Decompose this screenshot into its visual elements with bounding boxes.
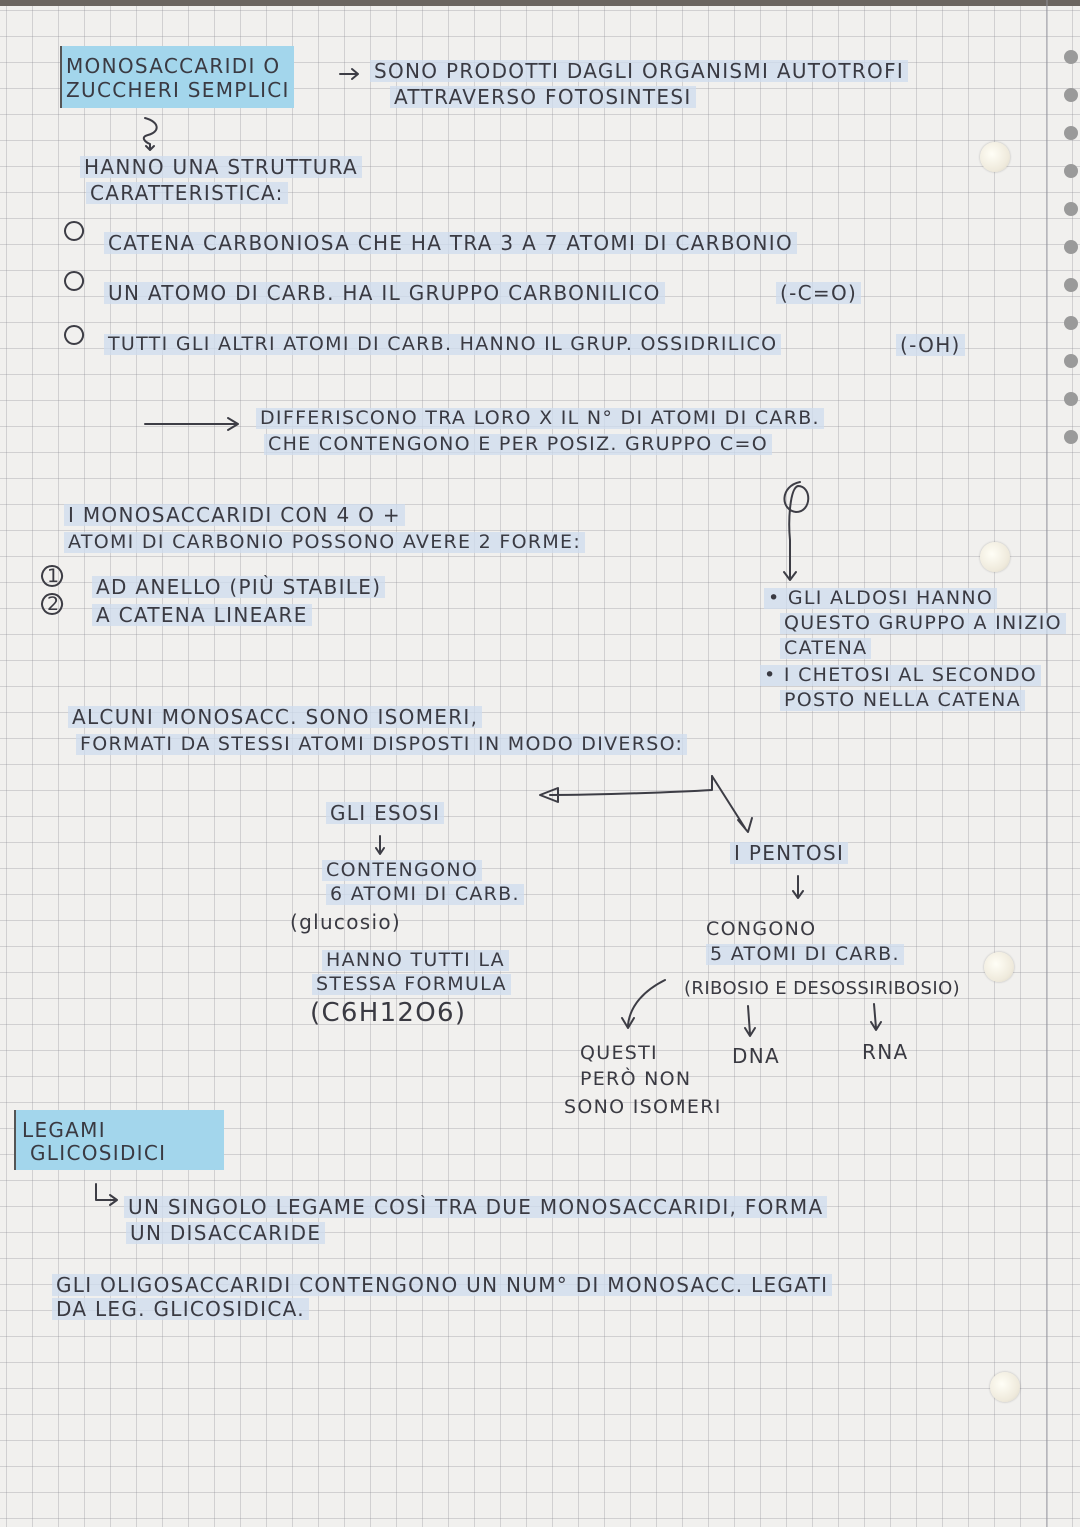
arrow-squiggle-down: [144, 118, 157, 150]
arrow-differences: [145, 418, 238, 430]
bond-text-line1: UN SINGOLO LEGAME COSÌ TRA DUE MONOSACCARIDI, FORMA: [124, 1196, 827, 1218]
aldosi-line2: QUESTO GRUPPO A INIZIO: [780, 613, 1066, 634]
arrow-pentosi-down: [793, 876, 803, 898]
pentosi-note-line3: SONO ISOMERI: [564, 1096, 722, 1118]
chetosi-line1: • I CHETOSI AL SECONDO: [760, 665, 1041, 686]
aldosi-line3: CATENA: [780, 638, 871, 659]
oligo-line1: GLI OLIGOSACCARIDI CONTENGONO UN NUM° DI MONOSACC. LEGATI: [52, 1274, 832, 1296]
differences-line2: CHE CONTENGONO E PER POSIZ. GRUPPO C=O: [264, 434, 772, 455]
arrow-to-esosi: [540, 776, 712, 802]
arrow-to-rna: [871, 1004, 881, 1030]
pentosi-examples: (RIBOSIO E DESOSSIRIBOSIO): [684, 978, 961, 999]
structure-heading-line2: CARATTERISTICA:: [86, 182, 288, 204]
structure-point-1: CATENA CARBONIOSA CHE HA TRA 3 A 7 ATOMI DI CARBONIO: [104, 232, 797, 254]
arrow-to-pentosi: [712, 776, 752, 832]
esosi-contain-line2: 6 ATOMI DI CARB.: [326, 884, 524, 905]
arrow-legami: [96, 1184, 117, 1205]
esosi-contain-line1: CONTENGONO: [322, 860, 482, 881]
intro-line2: ATTRAVERSO FOTOSINTESI: [390, 86, 696, 108]
intro-line1: SONO PRODOTTI DAGLI ORGANISMI AUTOTROFI: [370, 60, 908, 82]
arrow-loop-aldosi: [784, 482, 808, 580]
pentosi-contain-line1: CONGONO: [706, 918, 817, 940]
chetosi-line2: POSTO NELLA CATENA: [780, 690, 1025, 711]
bullet-circle: [65, 272, 83, 290]
formula-hydroxyl: (-OH): [896, 334, 965, 356]
arrow-intro: [340, 69, 358, 79]
pentosi-rna: RNA: [862, 1040, 909, 1064]
form-num-2: 2: [47, 593, 61, 615]
isomers-line2: FORMATI DA STESSI ATOMI DISPOSTI IN MODO DIVERSO:: [76, 734, 687, 755]
legami-line2: GLICOSIDICI: [30, 1141, 167, 1165]
forms-line1: I MONOSACCARIDI CON 4 O +: [64, 504, 405, 526]
form-num-1: 1: [47, 565, 61, 587]
structure-point-2: UN ATOMO DI CARB. HA IL GRUPPO CARBONILICO: [104, 282, 665, 304]
pentosi-note-line2: PERÒ NON: [580, 1068, 692, 1090]
legami-line1: LEGAMI: [22, 1118, 106, 1142]
oligo-line2: DA LEG. GLICOSIDICA.: [52, 1298, 309, 1320]
arrow-to-dna: [745, 1006, 755, 1036]
title-line2: ZUCCHERI SEMPLICI: [66, 78, 290, 102]
bullet-circle: [65, 326, 83, 344]
pentosi-title: I PENTOSI: [730, 842, 848, 864]
pentosi-dna: DNA: [732, 1044, 780, 1068]
form-item-1: AD ANELLO (PIÙ STABILE): [92, 576, 385, 598]
bond-text-line2: UN DISACCARIDE: [126, 1222, 325, 1244]
formula-carbonyl: (-C=O): [776, 282, 861, 304]
forms-line2: ATOMI DI CARBONIO POSSONO AVERE 2 FORME:: [64, 532, 585, 553]
arrow-esosi-down: [376, 836, 384, 854]
differences-line1: DIFFERISCONO TRA LORO X IL N° DI ATOMI DI CARB.: [256, 408, 824, 429]
esosi-formula: (C6H12O6): [310, 998, 467, 1028]
structure-heading-line1: HANNO UNA STRUTTURA: [80, 156, 362, 178]
pentosi-note-line1: QUESTI: [580, 1042, 658, 1064]
form-item-2: A CATENA LINEARE: [92, 604, 312, 626]
pentosi-contain-line2: 5 ATOMI DI CARB.: [706, 944, 904, 965]
arrow-to-questi: [622, 980, 665, 1028]
aldosi-line1: • GLI ALDOSI HANNO: [764, 588, 997, 609]
isomers-line1: ALCUNI MONOSACC. SONO ISOMERI,: [68, 706, 482, 728]
structure-point-3: TUTTI GLI ALTRI ATOMI DI CARB. HANNO IL GRUP. OSSIDRILICO: [104, 334, 781, 355]
title-line1: MONOSACCARIDI O: [66, 54, 281, 78]
esosi-formula-line1: HANNO TUTTI LA: [322, 950, 509, 971]
esosi-title: GLI ESOSI: [326, 802, 444, 824]
esosi-example: (glucosio): [290, 910, 401, 934]
bullet-circle: [65, 222, 83, 240]
esosi-formula-line2: STESSA FORMULA: [312, 974, 511, 995]
